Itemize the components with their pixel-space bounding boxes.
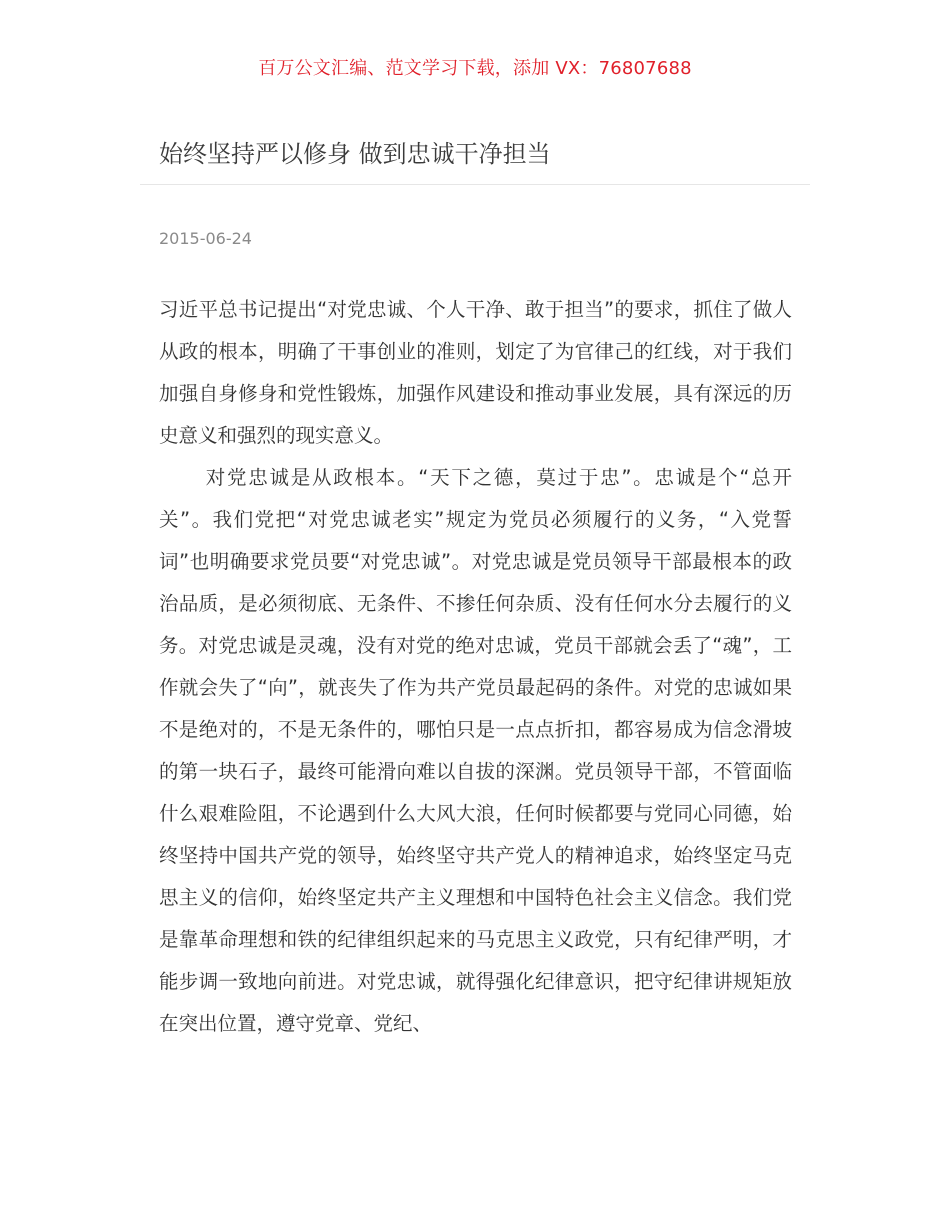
publish-date: 2015-06-24 bbox=[159, 229, 252, 248]
article-body bbox=[159, 289, 792, 1045]
article-paragraph: 对党忠诚是从政根本。“天下之德，莫过于忠”。忠诚是个“总开关”。我们党把“对党忠诚老实”规定为党员必须履行的义务，“入党誓词”也明确要求党员要“对党忠诚”。对党忠诚是党员领导干部最根本的政治品质，是必须彻底、无条件、不掺任何杂质、没有任何水分去履行的义务。对党忠诚是灵魂，没有对党的绝对忠诚，党员干部就会丢了“魂”，工作就会失了“向”，就丧失了作为共产党员最起码的条件。对党的忠诚如果不是绝对的，不是无条件的，哪怕只是一点点折扣，都容易成为信念滑坡的第一块石子，最终可能滑向难以自拔的深渊。党员领导干部，不管面临什么艰难险阻，不论遇到什么大风大浪，任何时候都要与党同心同德，始终坚持中国共产党的领导，始终坚守共产党人的精神追求，始终坚定马克思主义的信仰，始终坚定共产主义理想和中国特色社会主义信念。我们党是靠革命理想和铁的纪律组织起来的马克思主义政党，只有纪律严明，才能步调一致地向前进。对党忠诚，就得强化纪律意识，把守纪律讲规矩放在突出位置，遵守党章、党纪、 bbox=[159, 466, 792, 1035]
watermark-banner: 百万公文汇编、范文学习下载，添加 VX：76807688 bbox=[258, 58, 692, 79]
article-paragraph: 习近平总书记提出“对党忠诚、个人干净、敢于担当”的要求，抓住了做人从政的根本，明确了干事创业的准则，划定了为官律己的红线，对于我们加强自身修身和党性锻炼，加强作风建设和推动事业发展，具有深远的历史意义和强烈的现实意义。 bbox=[159, 298, 792, 447]
title-divider bbox=[140, 184, 810, 185]
article-title: 始终坚持严以修身 做到忠诚干净担当 bbox=[159, 140, 551, 168]
